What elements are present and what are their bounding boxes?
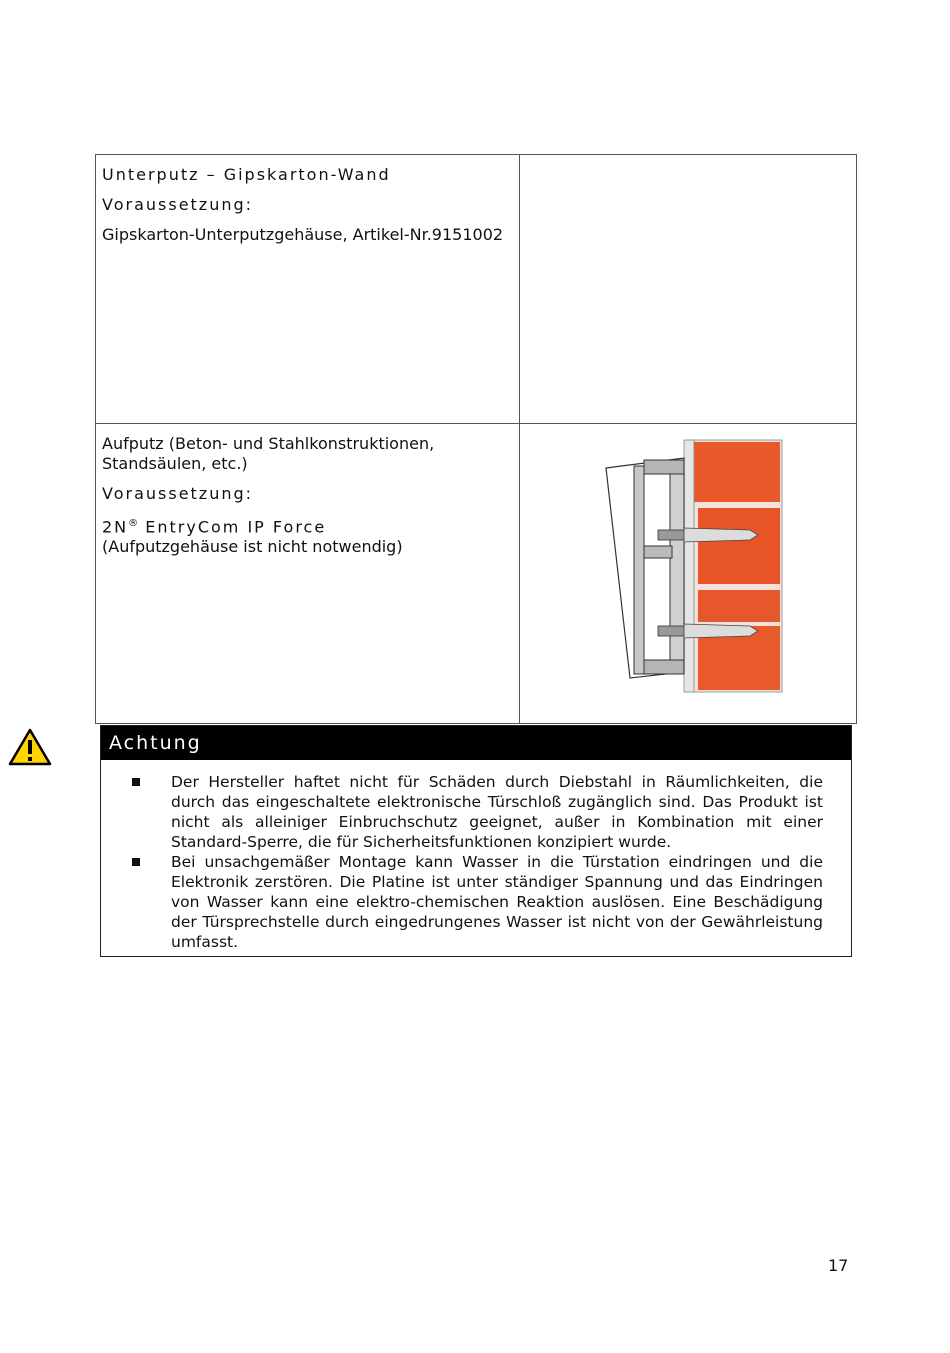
warning-title: Achtung	[101, 726, 851, 760]
screw-icon	[658, 624, 758, 638]
warning-icon	[8, 728, 52, 766]
page-number: 17	[828, 1256, 849, 1275]
list-item: Der Hersteller haftet nicht für Schäden durch Diebstahl in Räumlichkeiten, die durch das eingeschaltete elektronische Türschloß zugänglich sind. Das Produkt ist nicht als alleiniger Einbruchschutz geeignet, außer in Kombination mit einer Standard-Sperre, die für Sicherheitsfunktionen konzipiert wurde.	[101, 772, 823, 852]
mounting-title: Unterputz – Gipskarton-Wand	[102, 165, 391, 184]
table-row	[96, 155, 857, 424]
wall-mount-diagram	[600, 436, 790, 698]
product-prefix: 2N	[102, 517, 129, 537]
product-name: EntryCom IP Force	[138, 517, 327, 537]
screw-icon	[658, 528, 758, 542]
list-item: Bei unsachgemäßer Montage kann Wasser in die Türstation eindringen und die Elektronik zerstören. Die Platine ist unter ständiger Spannung und das Eindringen von Wasser kann eine elektro-chemischen Reaktion auslösen. Eine Beschädigung der Türsprechstelle durch eingedrungenes Wasser ist nicht von der Gewährleistung umfasst.	[101, 852, 823, 952]
registered-mark: ®	[128, 518, 139, 529]
wall-mount-illustration-cell	[519, 424, 856, 724]
prerequisite-label: Voraussetzung:	[102, 195, 254, 214]
installation-table	[95, 154, 857, 724]
empty-image-cell	[519, 155, 856, 424]
warning-box	[100, 725, 852, 957]
prerequisite-text: Gipskarton-Unterputzgehäuse, Artikel-Nr.9151002	[102, 225, 504, 244]
mounting-title: Aufputz (Beton- und Stahlkonstruktionen, Standsäulen, etc.)	[102, 434, 435, 473]
product-note: (Aufputzgehäuse ist nicht notwendig)	[102, 537, 403, 557]
mounting-description	[96, 155, 520, 424]
prerequisite-label: Voraussetzung:	[102, 484, 254, 503]
mounting-description	[96, 424, 520, 724]
bullet-icon	[132, 778, 140, 786]
table-row	[96, 424, 857, 724]
warning-list	[101, 760, 851, 956]
product-info	[102, 514, 513, 557]
bullet-icon	[132, 858, 140, 866]
